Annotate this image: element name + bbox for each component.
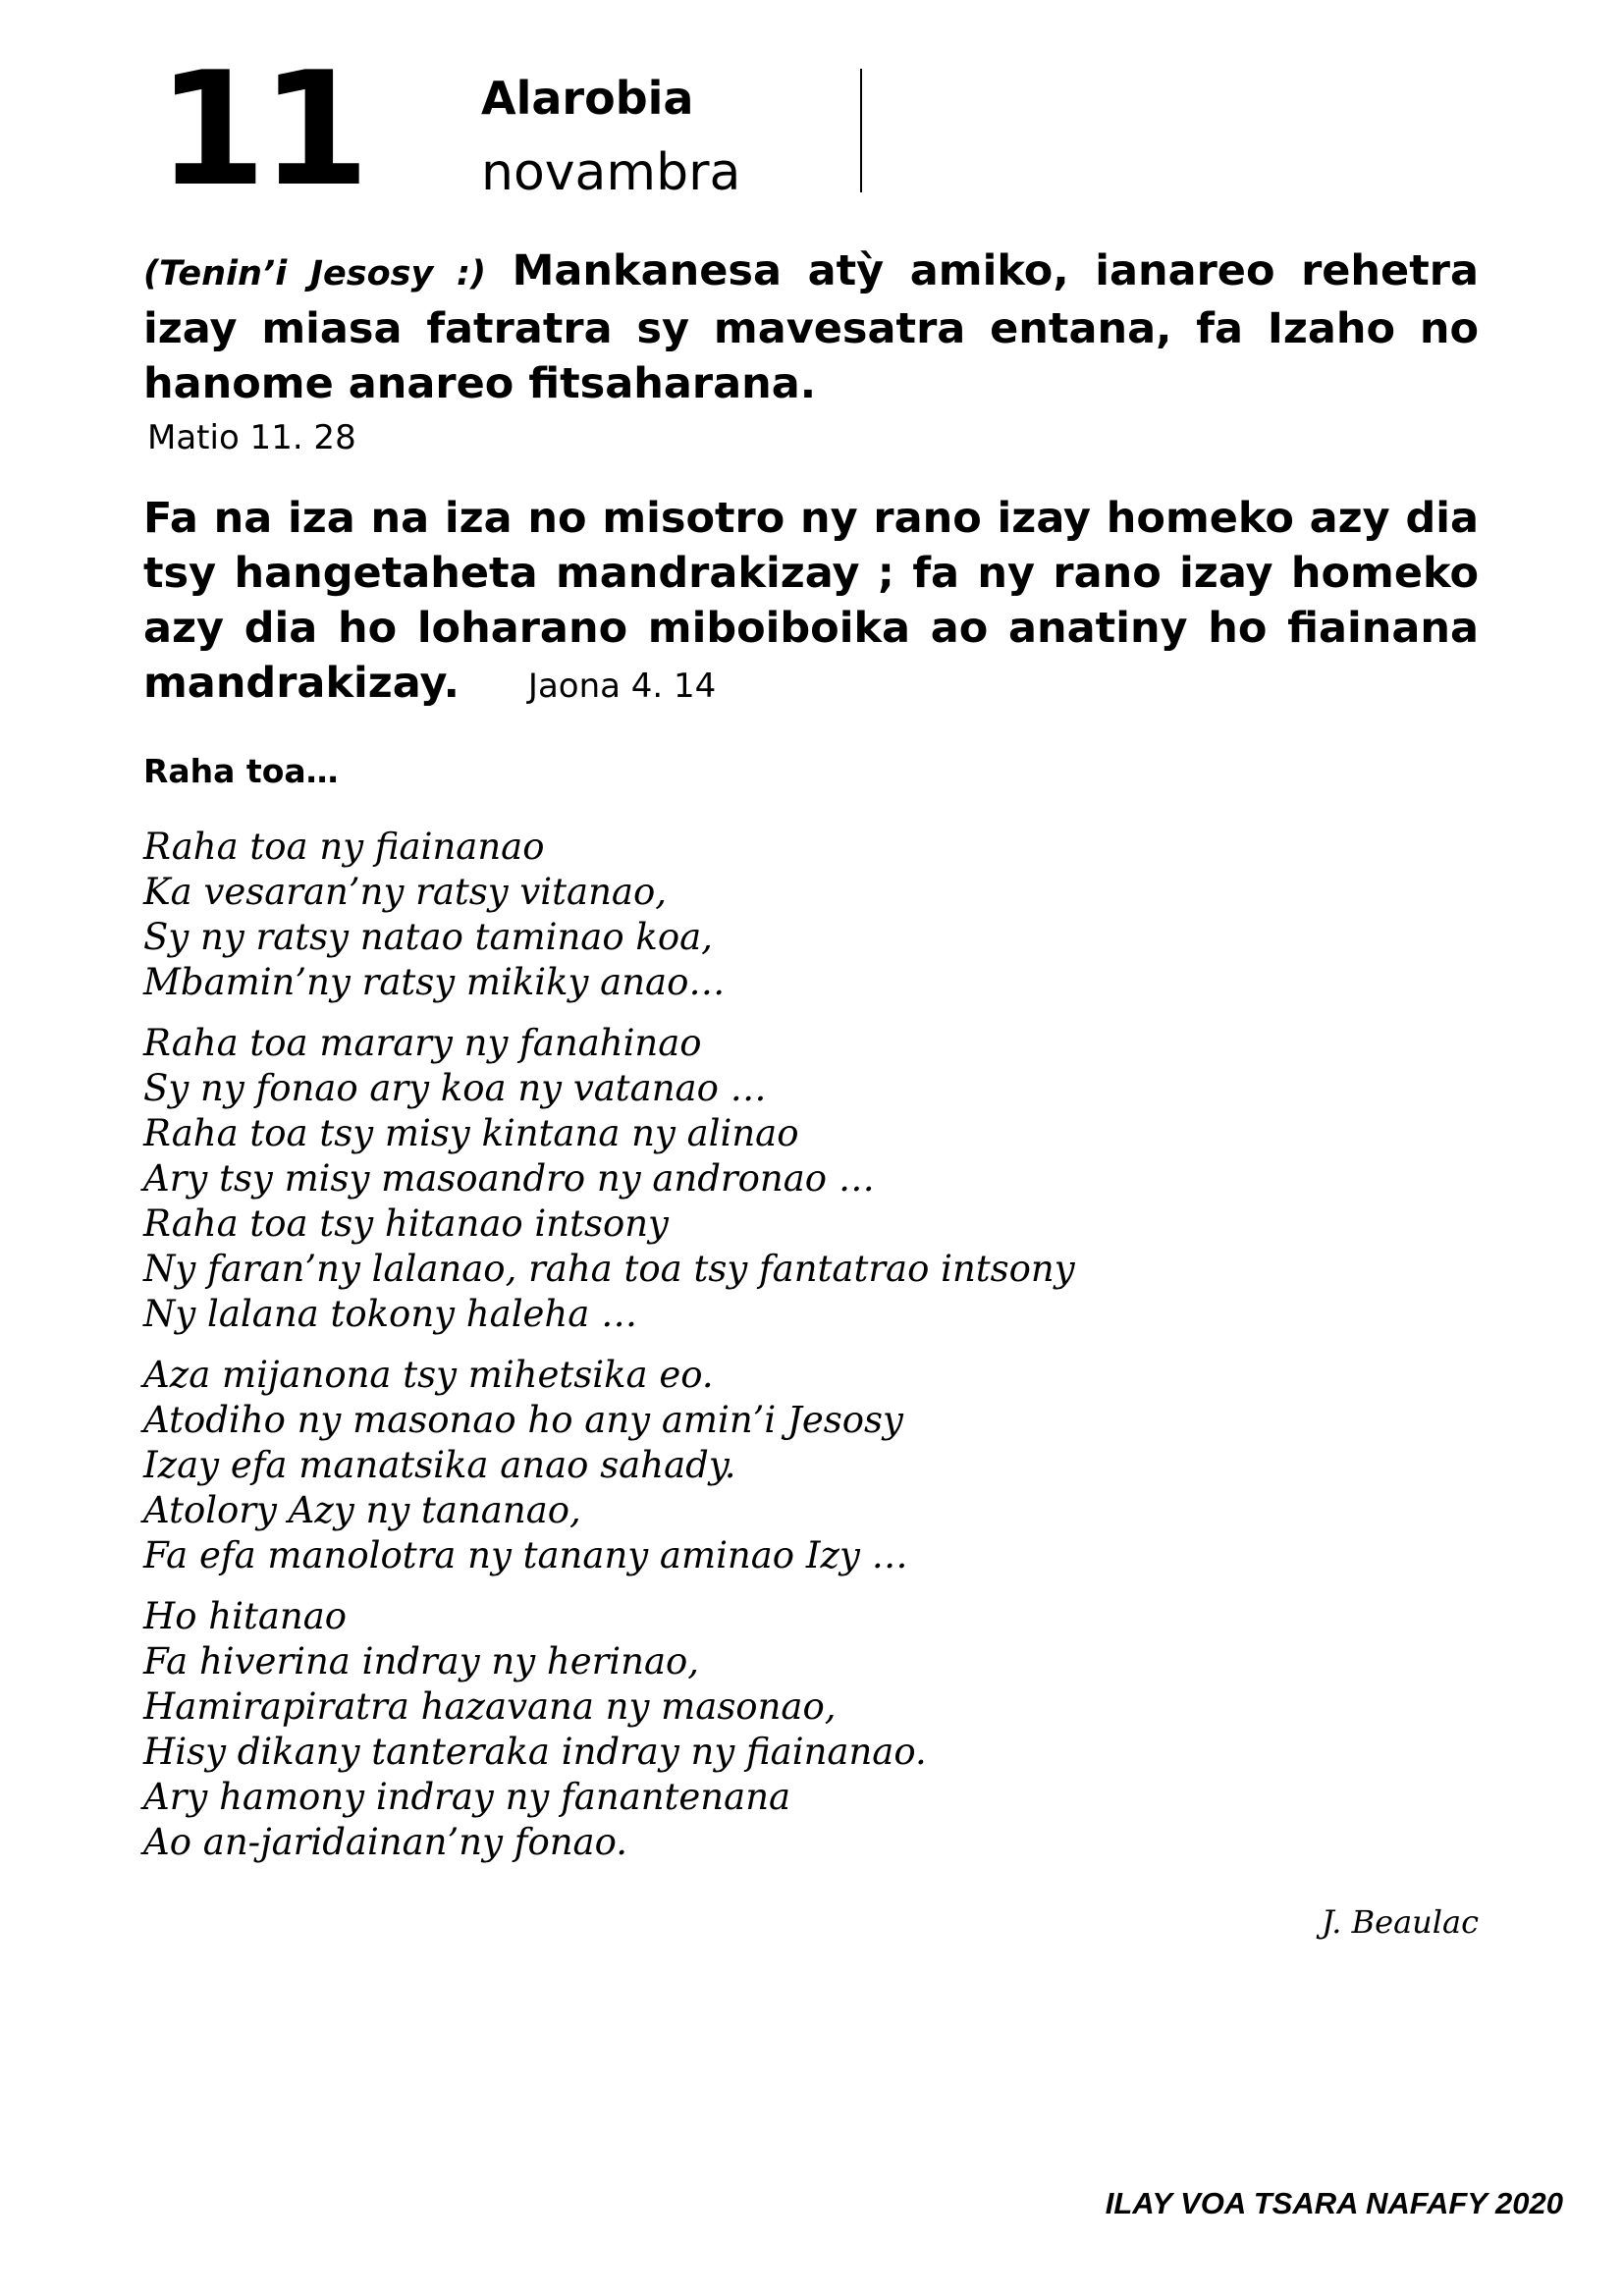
poem-line: Aza mijanona tsy mihetsika eo. [143, 1354, 714, 1396]
poem-line: Raha toa tsy hitanao intsony [143, 1202, 669, 1245]
poem-line: Atolory Azy ny tananao, [143, 1489, 581, 1531]
verse-1 [143, 243, 1479, 411]
poem-line: Raha toa marary ny fanahinao [143, 1022, 702, 1064]
verse-2 [143, 491, 1479, 714]
poem-line: Ary tsy misy masoandro ny andronao … [143, 1157, 875, 1200]
poem-stanza [143, 1353, 1479, 1578]
poem-line: Raha toa tsy misy kintana ny alinao [143, 1112, 799, 1154]
month-label: novambra [481, 143, 741, 202]
poem-line: Ary hamony indray ny fanantenana [143, 1776, 791, 1818]
poem-line: Atodiho ny masonao ho any amin’i Jesosy [143, 1399, 903, 1441]
poem-line: Hisy dikany tanteraka indray ny fiainanao. [143, 1731, 927, 1773]
poem-line: Ny faran’ny lalanao, raha toa tsy fantatrao intsony [143, 1248, 1075, 1290]
poem-line: Hamirapiratra hazavana ny masonao, [143, 1685, 837, 1728]
poem-line: Ny lalana tokony haleha … [143, 1293, 638, 1335]
poem-line: Fa efa manolotra ny tanany aminao Izy … [143, 1534, 908, 1576]
poem-line: Izay efa manatsika anao sahady. [143, 1444, 736, 1486]
verse-1-reference: Matio 11. 28 [147, 418, 356, 457]
poem-line: Mbamin’ny ratsy mikiky anao… [143, 961, 726, 1003]
verse-2-text: Fa na iza na iza no misotro ny rano izay homeko azy dia tsy hangetaheta mandrakizay ; fa ny rano izay homeko azy dia ho loharano miboiboika ao anatiny ho fiainana mandrakizay. [143, 494, 1479, 708]
header-divider [860, 69, 862, 192]
poem-line: Fa hiverina indray ny herinao, [143, 1640, 700, 1682]
poem-title: Raha toa… [143, 752, 339, 790]
poem [143, 825, 1479, 1881]
verse-1-speaker: (Tenin’i Jesosy :) [143, 254, 487, 294]
poem-line: Sy ny fonao ary koa ny vatanao … [143, 1067, 767, 1109]
poem-line: Ao an-jaridainan’ny fonao. [143, 1821, 627, 1863]
poem-author: J. Beaulac [1321, 1903, 1479, 1941]
poem-stanza [143, 1021, 1479, 1337]
poem-stanza [143, 825, 1479, 1005]
footer-publication: ILAY VOA TSARA NAFAFY 2020 [1105, 2186, 1563, 2220]
poem-line: Sy ny ratsy natao taminao koa, [143, 916, 713, 958]
verse-1-text: Mankanesa atỳ amiko, ianareo rehetra izay miasa fatratra sy mavesatra entana, fa Izaho no hanome anareo fitsaharana. [143, 246, 1479, 408]
poem-stanza [143, 1594, 1479, 1865]
verse-2-reference: Jaona 4. 14 [527, 667, 717, 706]
poem-line: Ka vesaran’ny ratsy vitanao, [143, 871, 667, 913]
weekday-label: Alarobia [481, 72, 694, 125]
poem-line: Raha toa ny fiainanao [143, 826, 545, 868]
poem-line: Ho hitanao [143, 1595, 348, 1637]
day-number: 11 [157, 37, 364, 221]
